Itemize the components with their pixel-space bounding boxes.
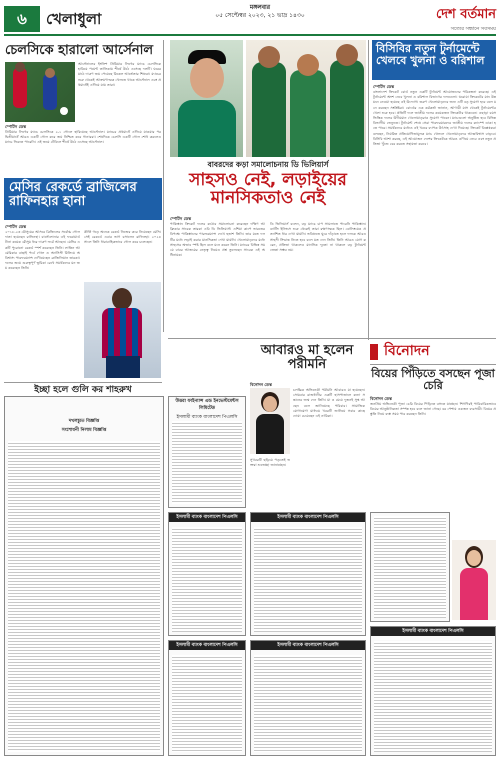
ad-text-block (254, 655, 362, 752)
ad-bank5 (370, 626, 496, 756)
top-rule (4, 34, 496, 36)
day: মঙ্গলবার (249, 4, 271, 11)
column-divider (163, 40, 164, 332)
villiers-body-right: ডি ভিলিয়ার্স বলেন, বড় ম্যাচে চাপ সামলাতে পারেনি পাকিস্তান। ব্যাটিং ইনিংসে শুরু থেকেই তারা রক্ষণাত্মক ছিল। বোলিংয়েও প্রত্যাশিত ধার দেখা যায়নি। ভবিষ্যতে ঘুরে দাঁড়াতে হলে দলকে আরও সাহসী সিদ্ধান্ত নিতে হবে বলে মত দেন তিনি। তিনি আরও যোগ করেন, প্রতিভা থাকলেও মানসিক দৃঢ়তা না থাকলে বড় টুর্নামেন্ট জেতা সম্ভব নয়। (270, 222, 366, 253)
puja-body: জনপ্রিয় অভিনেত্রী পূজা চেরি বিয়ের পিঁড়িতে বসতে যাচ্ছেন। শিগগিরই পারিবারিকভাবে বিয়ের আনুষ্ঠানিকতা সম্পন্ন হবে বলে জানা গেছে। বর পেশায় একজন ব্যবসায়ী। বিয়ের প্রস্তুতি নিয়ে ব্যস্ত সময় পার করছেন তিনি। (370, 402, 496, 417)
ad-text-block (172, 421, 242, 504)
dateline (190, 4, 330, 20)
ad-uttara (168, 396, 246, 508)
paper-name: দেশ বর্তমান (435, 7, 496, 22)
villiers-body-left: পাকিস্তান ক্রিকেট দলের কঠোর সমালোচনা করেছেন দক্ষিণ আফ্রিকার সাবেক তারকা এবি ডি ভিলিয়ার্স। এশিয়া কাপে ভারতের বিপক্ষে পাকিস্তানের পারফরম্যান্স দেখে হতাশ তিনি। তার মতে দলটির মধ্যে লড়াই করার মানসিকতা দেখা যায়নি। খেলোয়াড়দের মধ্যে সাহসের অভাব স্পষ্ট ছিল বলে মনে করেন তিনি। ম্যাচের বিভিন্ন সময়ে বাবর আজমের নেতৃত্ব নিয়েও প্রশ্ন তুলেছেন সাবেক এই অধিনায়ক। (170, 222, 265, 258)
ad-text-block (254, 527, 362, 632)
entertainment-label: বিনোদন (384, 343, 430, 359)
photo_actress2-image (452, 540, 496, 620)
ad-subtitle: ইসলামী ব্যাংক বাংলাদেশ পিএলসি (176, 415, 238, 420)
ad-text-block (374, 516, 446, 618)
ad-title: ইসলামী ব্যাংক বাংলাদেশ পিএলসি (169, 513, 245, 522)
ad-title: ইসলামী ব্যাংক বাংলাদেশ পিএলসি (251, 641, 365, 650)
ad-text-block (172, 655, 242, 752)
messi-headline: মেসির রেকর্ডে ব্রাজিলের রাফিনহার হানা (9, 180, 137, 209)
page-number: ৬ (4, 6, 40, 32)
mother-body: চলচ্চিত্র অভিনেত্রী পরীমনি আবারও মা হয়েছেন। সোমবার রাজধানীর একটি হাসপাতালে কন্যা সন্তানের জন্ম দেন তিনি। মা ও মেয়ে দুজনই সুস্থ আছেন বলে জানিয়েছে পরিবার। সামাজিক যোগাযোগ মাধ্যমে খবরটি জানিয়ে সবার কাছে দোয়া চেয়েছেন এই নায়িকা। (293, 388, 365, 419)
bpl-headline: বিসিবির নতুন টুর্নামেন্টে খেলবে খুলনা ও বরিশাল (376, 42, 485, 67)
ad-bank2 (168, 640, 246, 756)
date: ০৫ সেপ্টেম্বর ২০২৩, ২১ ভাদ্র ১৪৩০ (215, 12, 305, 19)
arsenal-headline: চেলসিকে হারালো আর্সেনাল (5, 43, 154, 58)
paper-tagline: সত্যের সন্ধানে সবসময় (450, 26, 496, 32)
messi-body-left: ২০১৮-২৩ মৌসুমের আসরে ব্রিজিলের সর্বোচ্চ গোলদাতা হয়েছেন রাফিনহা। বার্সেলোনার এই ফরোয়ার্ড টানা কয়েক মৌসুম ধরে দারুণ ফর্মে আছেন। মেসির একটি পুরোনো রেকর্ড স্পর্শ করেছেন তিনি। লাতিন আমেরিকার বাছাই পর্বে গোল ও অ্যাসিস্ট মিলিয়ে অবিশ্বাস্য পারফরম্যান্স দেখিয়েছেন ব্রাজিলিয়ান তারকা। দলের জয়ে গুরুত্বপূর্ণ ভূমিকা রেখে সমর্থকদের মন জয় করেছেন তিনি। (5, 230, 80, 271)
villiers-headline: সাহসও নেই, লড়াইয়ের মানসিকতাও নেই (189, 170, 347, 208)
arsenal-body: প্রিমিয়ার লিগের ম্যাচে চেলসিকে ২-১ গোলে হারিয়েছে আর্সেনাল। ম্যাচের প্রথমার্ধে এগিয়ে যাওয়ার পর দ্বিতীয়ার্ধে আরও একটি গোল করে জয় নিশ্চিত করে গানাররা। শেষদিকে চেলসি একটি গোল শোধ করলেও ম্যাচে ফিরতে পারেনি। এই জয়ে টেবিলে শীর্ষে উঠে এসেছে আর্সেনাল। (5, 130, 161, 145)
photo_villiers-image (170, 40, 243, 157)
rule (4, 382, 162, 383)
ad-bank3 (250, 512, 366, 636)
ad-text-block (374, 641, 492, 752)
ad-title: ইসলামী ব্যাংক বাংলাদেশ পিএলসি (371, 627, 495, 636)
arsenal-body-right: আর্সেনালের ইংলিশ প্রিমিয়ার লিগের ম্যাচে চেলসিকে হারিয়ে পয়েন্ট তালিকায় শীর্ষে উঠে এসেছে দলটি। ঘরের মাঠে দারুণ জয় পেয়েছে মিকেল আর্তেতার শিষ্যরা। ম্যাচের শুরু থেকেই আক্রমণাত্মক খেলতে থাকে আর্সেনাল এবং প্রথমার্ধেই এগিয়ে যায় তারা। (78, 62, 161, 87)
photo_raphinha-image (84, 282, 161, 378)
ad-eviction-notice (4, 396, 164, 756)
bpl-headline-banner (372, 40, 496, 80)
bpl-byline: স্পোর্টস ডেস্ক (373, 84, 395, 89)
ad-title: ইসলামী ব্যাংক বাংলাদেশ পিএলসি (169, 641, 245, 650)
photo_arsenal-image (5, 62, 75, 122)
mother-body-2: সুখবরটি ছড়িয়ে পড়তেই ভক্তরা শুভেচ্ছা জানাচ্ছেন। (250, 458, 290, 468)
ad-subtitle: সংশোধনী নিলাম বিজ্ঞপ্তি (61, 428, 107, 433)
puja-headline: বিয়ের পিঁড়িতে বসছেন পূজা চেরি (371, 367, 495, 392)
photo_pakistan-image (246, 40, 366, 157)
puja-byline: বিনোদন ডেস্ক (370, 396, 392, 401)
section-title: খেলাধুলা (46, 10, 102, 28)
mother-byline: বিনোদন ডেস্ক (250, 382, 272, 387)
mother-headline: আবারও মা হলেন পরীমনি (260, 343, 354, 372)
shahrukh-headline: ইচ্ছা হলে গুলি কর শাহরুখ (34, 385, 132, 395)
ad-text-block (8, 441, 160, 752)
messi-byline: স্পোর্টস ডেস্ক (5, 224, 27, 229)
messi-body-right: কীর্তি গড়ে অনেক রেকর্ড নিজের করে নিয়েছেন মেসি। সেই রেকর্ডে এবার ভাগ বসালেন রাফিনহা। ২০২৪ সালে তিনি ধারাবাহিকভাবে গোল করে চলেছেন। (84, 230, 161, 245)
bpl-body: বাংলাদেশ ক্রিকেট বোর্ড নতুন একটি টুর্নামেন্ট আয়োজনের পরিকল্পনা করেছে। এই টুর্নামেন্টে অংশ নেবে খুলনা ও বরিশাল বিভাগের দলগুলো। ঘরোয়া ক্রিকেটের মান উন্নয়নে নেওয়া হয়েছে এই উদ্যোগ। তরুণ খেলোয়াড়দের জন্য এটি বড় সুযোগ হবে বলে মনে করছেন সংশ্লিষ্টরা। বোর্ডের এক কর্মকর্তা জানান, আগামী মাস থেকেই টুর্নামেন্টের খেলা শুরু হবে। প্রতিটি দলে জাতীয় দলের কয়েকজন ক্রিকেটার থাকবেন। এছাড়া বয়সভিত্তিক দলের উদীয়মান খেলোয়াড়রাও সুযোগ পাবেন। ম্যাচগুলো অনুষ্ঠিত হবে বিভিন্ন বিভাগীয় ভেন্যুতে। টুর্নামেন্ট শেষে সেরা পারফরমারদের জাতীয় দলের ক্যাম্পে ডাকা হতে পারে। সমর্থকদের মধ্যেও এই খবরে ব্যাপক উৎসাহ দেখা দিয়েছে। ক্রিকেট বিশ্লেষকরা বলছেন, নিয়মিত প্রতিযোগিতামূলক ম্যাচ খেললে খেলোয়াড়দের আত্মবিশ্বাস বাড়বে। বিসিবি আশা করছে, এই আয়োজন দেশের ক্রিকেটকে আরও এগিয়ে নেবে এবং নতুন প্রতিভা খুঁজে বের করতে সহায়তা করবে। (373, 90, 496, 147)
villiers-byline: স্পোর্টস ডেস্ক (170, 216, 192, 221)
entertainment-marker (370, 344, 378, 360)
rule (168, 338, 496, 339)
ad-text-block (172, 527, 242, 632)
villiers-kicker: বাবরদের কড়া সমালোচনায় ডি ভিলিয়ার্স (207, 160, 329, 169)
ad-bank4 (250, 640, 366, 756)
ad-title: ইসলামী ব্যাংক বাংলাদেশ পিএলসি (251, 513, 365, 522)
photo_actress1-image (250, 388, 290, 454)
messi-headline-banner (4, 178, 162, 220)
ad-title: দখলচ্যুত বিজ্ঞপ্তি (68, 419, 100, 424)
rule (370, 364, 496, 365)
ad-title: উত্তরা ফাইন্যান্স এন্ড ইনভেস্টমেন্টস লিমিটেড (175, 399, 239, 411)
ad-bank1 (168, 512, 246, 636)
paper-logo (388, 5, 496, 34)
arsenal-byline: স্পোর্টস ডেস্ক (5, 124, 27, 129)
column-divider (368, 40, 369, 340)
ad-puja-side (370, 512, 450, 622)
